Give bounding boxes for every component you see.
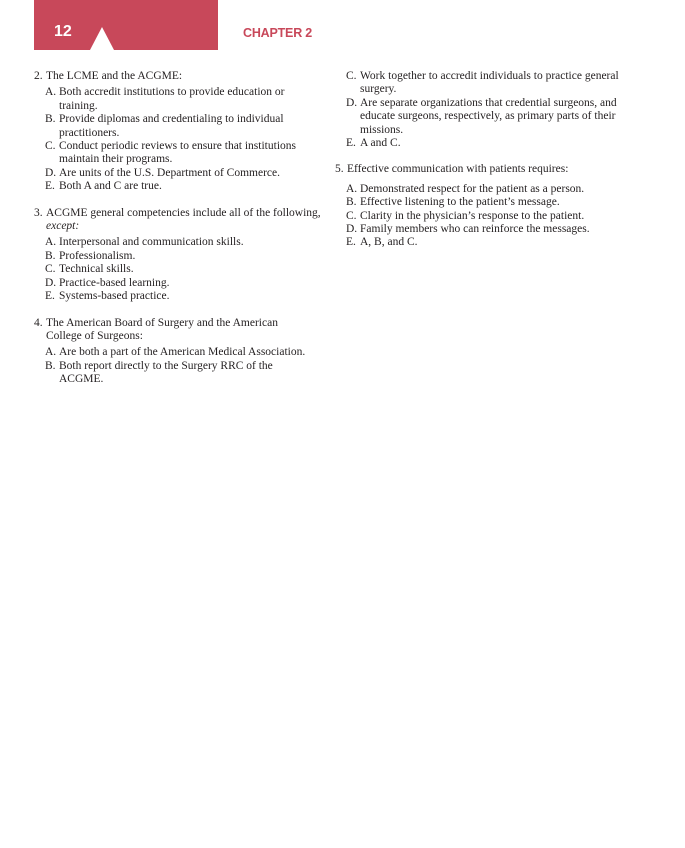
option-a	[34, 346, 324, 359]
option-text: Systems-based practice.	[59, 290, 170, 303]
option-text: Are both a part of the American Medical Association.	[59, 346, 306, 359]
option-text: Work together to accredit individuals to practice general surgery.	[360, 70, 619, 96]
question-number: 4.	[34, 316, 43, 329]
option-b	[34, 360, 324, 387]
option-e	[34, 290, 324, 303]
question-text: Effective communication with patients requires:	[347, 163, 569, 176]
question-number: 3.	[34, 206, 43, 219]
option-letter: E.	[346, 236, 356, 249]
option-a	[335, 183, 620, 196]
option-b	[34, 113, 324, 140]
question-stem	[34, 207, 324, 234]
option-e	[335, 137, 620, 150]
option-e	[34, 180, 324, 193]
option-letter: B.	[45, 249, 56, 262]
option-text: Both report directly to the Surgery RRC of the ACGME.	[59, 359, 273, 386]
question-number: 5.	[335, 163, 344, 176]
question-4-continued	[335, 70, 620, 150]
option-text: Are units of the U.S. Department of Commerce.	[59, 166, 280, 179]
option-text: Both A and C are true.	[59, 180, 162, 193]
answer-options	[34, 346, 324, 386]
left-column	[34, 70, 324, 400]
question-4	[34, 317, 324, 387]
option-text: Clarity in the physician’s response to the patient.	[360, 209, 585, 222]
option-letter: C.	[346, 209, 357, 222]
page-number: 12	[54, 23, 72, 40]
option-letter: A.	[45, 236, 57, 249]
option-letter: A.	[45, 346, 57, 359]
option-letter: B.	[346, 196, 357, 209]
question-text	[46, 207, 324, 234]
option-text: Technical skills.	[59, 263, 134, 276]
option-letter: C.	[45, 140, 56, 153]
option-text: Family members who can reinforce the messages.	[360, 223, 590, 236]
option-letter: D.	[45, 276, 57, 289]
option-letter: A.	[45, 86, 57, 99]
option-letter: E.	[346, 137, 356, 150]
answer-options	[335, 70, 620, 150]
option-e	[335, 236, 620, 249]
option-b	[335, 196, 620, 209]
option-letter: E.	[45, 180, 55, 193]
option-d	[34, 277, 324, 290]
option-letter: D.	[45, 166, 57, 179]
answer-options	[34, 236, 324, 303]
option-d	[335, 97, 620, 137]
option-letter: A.	[346, 182, 358, 195]
option-letter: D.	[346, 223, 358, 236]
question-number: 2.	[34, 70, 43, 82]
option-letter: C.	[346, 70, 357, 82]
chapter-title: CHAPTER 2	[243, 26, 313, 40]
option-text: Are separate organizations that credential surgeons, and educate surgeons, respectively, as primary parts of their missions.	[360, 96, 617, 136]
option-a	[34, 236, 324, 249]
question-stem	[34, 70, 324, 83]
question-text-except: except:	[46, 220, 80, 233]
option-text: Both accredit institutions to provide education or training.	[59, 86, 285, 112]
option-d	[34, 167, 324, 180]
option-c	[335, 70, 620, 97]
option-text: A and C.	[360, 137, 401, 150]
question-stem	[34, 317, 324, 344]
question-5	[335, 163, 620, 249]
option-text: Interpersonal and communication skills.	[59, 236, 244, 249]
option-letter: B.	[45, 359, 56, 372]
option-text: Professionalism.	[59, 249, 136, 262]
option-c	[34, 263, 324, 276]
question-stem	[335, 163, 620, 176]
option-text: Effective listening to the patient’s message.	[360, 196, 560, 209]
option-letter: B.	[45, 113, 56, 126]
option-a	[34, 86, 324, 113]
option-b	[34, 250, 324, 263]
option-c	[335, 210, 620, 223]
option-c	[34, 140, 324, 167]
option-text: A, B, and C.	[360, 236, 418, 249]
answer-options	[34, 86, 324, 193]
option-text: Demonstrated respect for the patient as a person.	[360, 182, 585, 195]
question-text-main: ACGME general competencies include all of the following,	[46, 206, 321, 219]
right-column	[335, 70, 620, 263]
question-2	[34, 70, 324, 194]
question-text: The LCME and the ACGME:	[46, 70, 183, 82]
option-text: Conduct periodic reviews to ensure that institutions maintain their programs.	[59, 140, 296, 166]
option-letter: E.	[45, 290, 55, 303]
question-3	[34, 207, 324, 304]
question-text: The American Board of Surgery and the American College of Surgeons:	[46, 316, 278, 342]
option-letter: C.	[45, 263, 56, 276]
header-notch	[90, 27, 114, 50]
option-letter: D.	[346, 96, 358, 109]
option-text: Provide diplomas and credentialing to individual practitioners.	[59, 113, 284, 139]
option-text: Practice-based learning.	[59, 276, 170, 289]
option-d	[335, 223, 620, 236]
answer-options	[335, 183, 620, 250]
